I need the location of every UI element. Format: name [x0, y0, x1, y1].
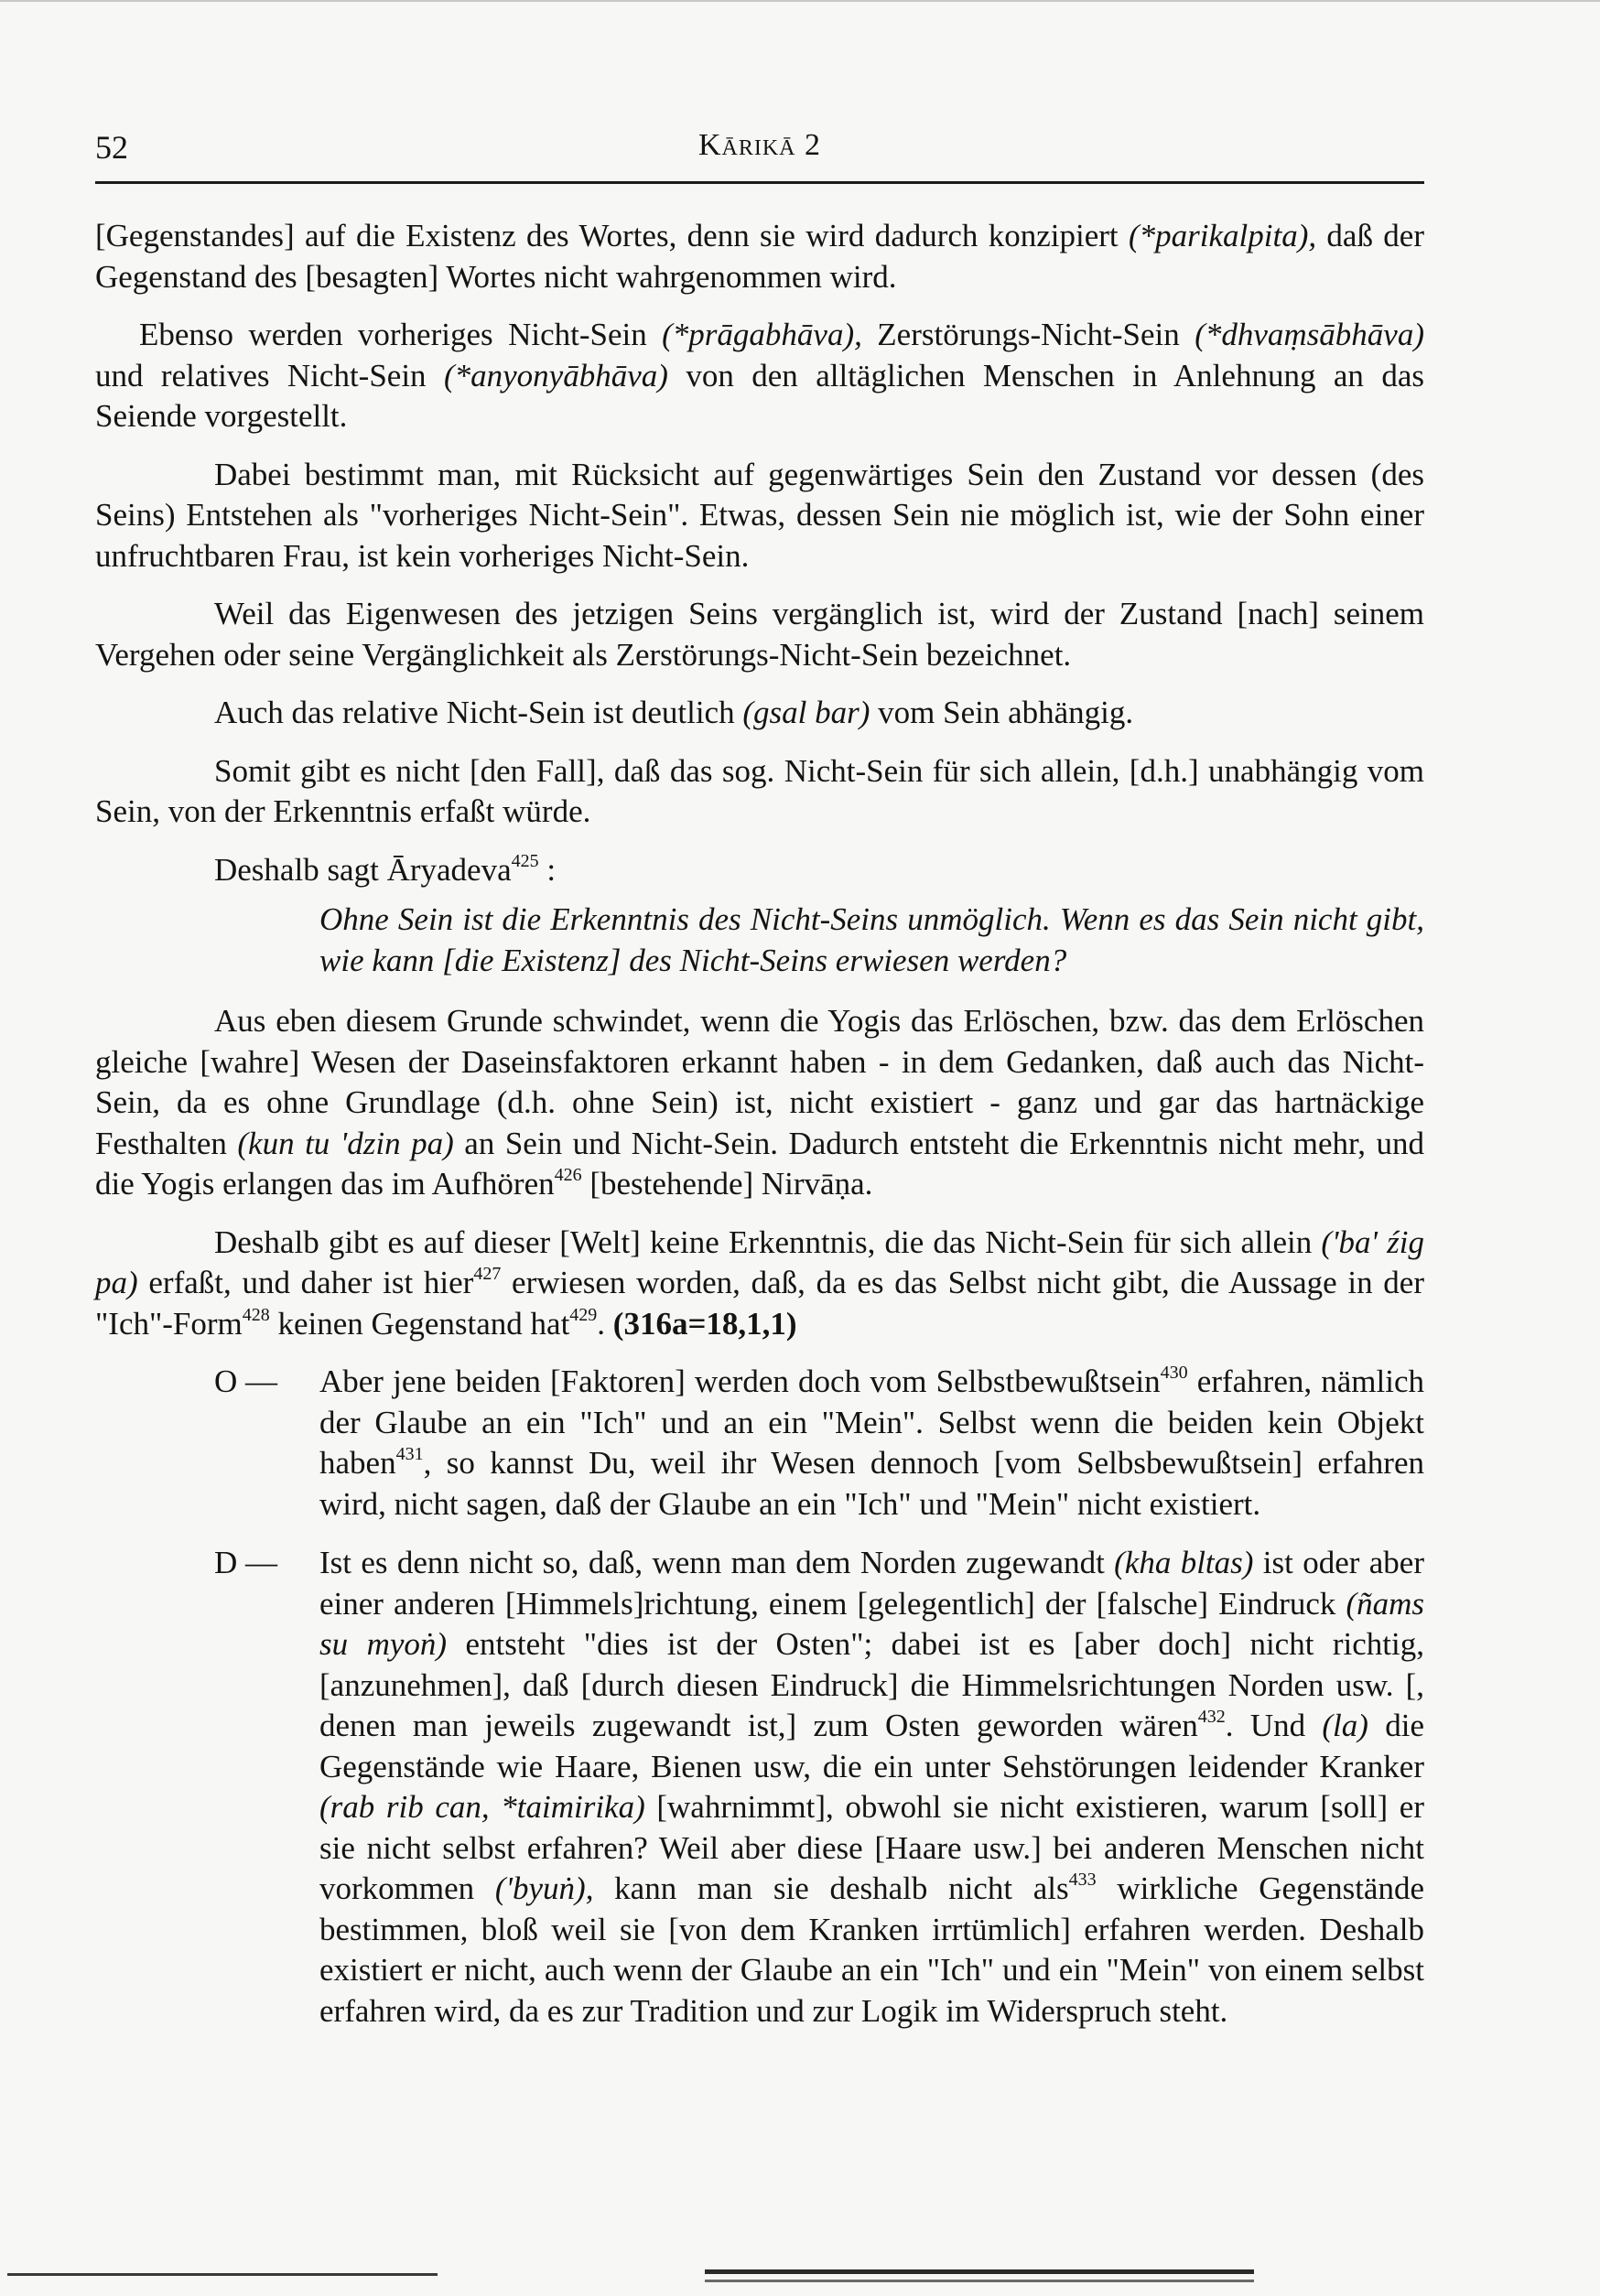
footnote-ref: 425 — [511, 850, 539, 871]
text-run: . — [597, 1305, 613, 1342]
footnote-ref: 427 — [473, 1264, 502, 1284]
tibetan-term: (kha bltas) — [1114, 1545, 1254, 1580]
tibetan-term: ('ba' źig pa) — [95, 1223, 1424, 1300]
scan-bottom-edge-right-shadow — [705, 2280, 1254, 2282]
paragraph-7 — [95, 850, 1424, 891]
text-run: [wahrnimmt], obwohl sie nicht existieren, warum [soll] er sie nicht selbst erfahren? Weil aber diese [Haare usw.] bei anderen Menschen nicht vorkommen — [319, 1789, 1424, 1906]
text-run: Aber jene beiden [Faktoren] werden doch vom Selbstbewußtsein — [319, 1364, 1161, 1399]
text-run: entsteht "dies ist der Osten"; dabei ist es [aber doch] nicht richtig, [anzunehmen], daß [durch diesen Eindruck] die Himmelsrichtungen Norden usw. [, denen man jeweils zugewandt ist,] zum Osten geworden wären — [319, 1626, 1424, 1743]
text-run: [Gegenstandes] auf die Existenz des Wortes, denn sie wird dadurch konzipiert — [95, 218, 1129, 253]
tibetan-term: ('byuṅ), — [494, 1870, 594, 1906]
running-head: Kārikā 2 — [697, 128, 822, 162]
reply-label: D — — [214, 1545, 278, 1580]
tibetan-term: (la) — [1322, 1708, 1368, 1743]
sanskrit-term: (*anyonyābhāva) — [443, 357, 668, 393]
page-number: 52 — [95, 129, 128, 166]
text-run: ist oder aber einer anderen [Himmels]richtung, einem [gelegentlich] der [falsche] Eindruck — [319, 1545, 1424, 1622]
objection-label: O — — [214, 1364, 278, 1399]
text-run: von den alltäglichen Menschen in Anlehnung an das Seiende vorgestellt. — [95, 357, 1424, 434]
text-run: Ist es denn nicht so, daß, wenn man dem Norden zugewandt — [319, 1545, 1115, 1580]
tibetan-term: (ñams su myoṅ) — [319, 1585, 1424, 1662]
text-run: [bestehende] Nirvāṇa. — [581, 1166, 873, 1202]
sanskrit-term: (*dhvaṃsābhāva) — [1195, 317, 1424, 352]
tibetan-term: (kun tu 'dzin pa) — [237, 1125, 454, 1161]
text-run: Auch das relative Nicht-Sein ist deutlich — [214, 695, 743, 730]
objection-text — [319, 1362, 1424, 1525]
page-header — [95, 128, 1424, 183]
text-run: , so kannst Du, weil ihr Wesen dennoch [vom Selbsbewußtsein] erfahren wird, nicht sagen, daß der Glaube an ein "Ich" und "Mein" nicht existiert. — [319, 1445, 1424, 1522]
tibetan-term: (rab rib can, *taimirika) — [319, 1789, 645, 1825]
text-run: wirkliche Gegenstände bestimmen, bloß weil sie [von dem Kranken irrtümlich] erfahren werden. Deshalb existiert er nicht, auch wenn der Glaube an ein "Ich" und ein "Mein" von einem selbst erfahren wird, da es zur Tradition und zur Logik im Widerspruch steht. — [319, 1870, 1425, 2029]
text-run: erwiesen worden, daß, da es das Selbst nicht gibt, die Aussage in der "Ich"-Form — [95, 1265, 1424, 1342]
paragraph-1 — [95, 216, 1424, 297]
sanskrit-term: (*prāgabhāva), — [662, 317, 862, 352]
header-rule — [95, 181, 1424, 184]
paragraph-9 — [95, 1223, 1424, 1345]
paragraph-6: Somit gibt es nicht [den Fall], daß das sog. Nicht-Sein für sich allein, [d.h.] unabhängig vom Sein, von der Erkenntnis erfaßt würde. — [95, 752, 1424, 829]
page-body — [95, 216, 1424, 2050]
footnote-ref: 426 — [554, 1165, 582, 1185]
footnote-ref: 433 — [1068, 1870, 1097, 1890]
text-run: Deshalb sagt Āryadeva — [214, 851, 512, 888]
text-run: die Gegenstände wie Haare, Bienen usw, die ein unter Sehstörungen leidender Kranker — [319, 1708, 1424, 1784]
reply-text — [319, 1543, 1424, 2032]
text-run: kann man sie deshalb nicht als — [593, 1870, 1069, 1906]
paragraph-2 — [95, 315, 1424, 437]
text-run: erfaßt, und daher ist hier — [137, 1265, 474, 1300]
scan-bottom-edge-right — [705, 2269, 1254, 2274]
text-run: Ebenso werden vorheriges Nicht-Sein — [139, 317, 663, 352]
text-run: Deshalb gibt es auf dieser [Welt] keine Erkenntnis, die das Nicht-Sein für sich allein — [214, 1223, 1322, 1260]
sanskrit-term: (*parikalpita), — [1128, 218, 1317, 253]
text-run: und relatives Nicht-Sein — [95, 357, 444, 393]
text-run: : — [538, 851, 557, 888]
text-run: Zerstörungs-Nicht-Sein — [861, 317, 1195, 352]
scan-bottom-edge-left — [7, 2273, 438, 2276]
text-run: keinen Gegenstand hat — [269, 1305, 570, 1342]
footnote-ref: 432 — [1197, 1707, 1226, 1727]
text-run: an Sein und Nicht-Sein. Dadurch entsteht die Erkenntnis nicht mehr, und die Yogis erlangen das im Aufhören — [95, 1125, 1424, 1202]
text-run: erfahren, nämlich der Glaube an ein "Ich" und an ein "Mein". Selbst wenn die beiden kein Objekt haben — [319, 1364, 1424, 1481]
scan-top-edge — [0, 0, 1600, 2]
block-quote: Ohne Sein ist die Erkenntnis des Nicht-Seins unmöglich. Wenn es das Sein nicht gibt, wie kann [die Existenz] des Nicht-Seins erwiesen werden? — [319, 901, 1424, 978]
text-run: daß der Gegenstand des [besagten] Wortes nicht wahrgenommen wird. — [95, 218, 1424, 295]
paragraph-4: Weil das Eigenwesen des jetzigen Seins vergänglich ist, wird der Zustand [nach] seinem Vergehen oder seine Vergänglichkeit als Zerstörungs-Nicht-Sein bezeichnet. — [95, 596, 1424, 673]
text-run: vom Sein abhängig. — [870, 695, 1134, 730]
paragraph-8 — [95, 1001, 1424, 1205]
footnote-ref: 429 — [569, 1304, 598, 1325]
paragraph-3: Dabei bestimmt man, mit Rücksicht auf gegenwärtiges Sein den Zustand vor dessen (des Seins) Entstehen als "vorheriges Nicht-Sein". Etwas, dessen Sein nie möglich ist, wie der Sohn einer unfruchtbaren Frau, ist kein vorheriges Nicht-Sein. — [95, 456, 1424, 574]
footnote-ref: 430 — [1160, 1363, 1188, 1383]
tibetan-term: (gsal bar) — [742, 695, 870, 730]
footnote-ref: 431 — [395, 1444, 424, 1464]
footnote-ref: 428 — [242, 1304, 270, 1325]
dialogue-reply — [95, 1543, 1424, 2032]
dialogue-objection — [95, 1362, 1424, 1525]
text-run: . Und — [1225, 1708, 1323, 1743]
paragraph-5 — [95, 693, 1424, 734]
source-reference: (316a=18,1,1) — [612, 1305, 797, 1342]
text-run: Aus eben diesem Grunde schwindet, wenn die Yogis das Erlöschen, bzw. das dem Erlöschen gleiche [wahre] Wesen der Daseinsfaktoren erkannt haben - in dem Gedanken, daß auch das Nicht-Sein, da es ohne Grundlage (d.h. ohne Sein) ist, nicht existiert - ganz und gar das hartnäckige Festhalten — [95, 1003, 1424, 1161]
